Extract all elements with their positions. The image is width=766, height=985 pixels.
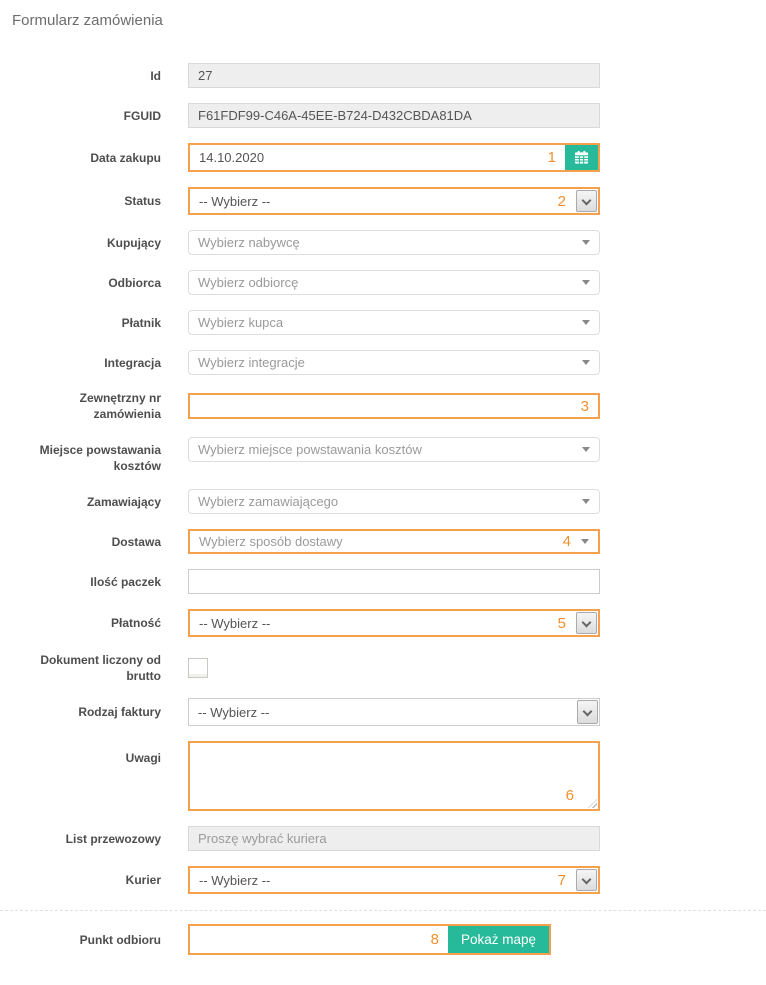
step-number-6: 6 — [565, 787, 574, 804]
field-row-gross-document — [10, 652, 756, 684]
status-select-value: -- Wybierz -- — [199, 193, 271, 209]
notes-label: Uwagi — [125, 751, 161, 765]
show-map-button[interactable]: Pokaż mapę — [448, 926, 549, 953]
order-form — [10, 63, 756, 955]
pickup-point-input[interactable] — [190, 926, 422, 953]
invoice-type-select[interactable] — [188, 698, 600, 726]
step-number-5: 5 — [557, 614, 566, 632]
cost-center-label: Miejsce powstawania kosztów — [39, 443, 161, 473]
orderer-select[interactable] — [188, 489, 600, 514]
field-row-waybill — [10, 826, 756, 851]
delivery-select-group — [188, 529, 600, 554]
caret-down-icon — [582, 447, 590, 452]
id-field — [188, 63, 600, 88]
field-row-orderer — [10, 489, 756, 514]
delivery-select-placeholder: Wybierz sposób dostawy — [199, 534, 343, 549]
courier-select-value: -- Wybierz -- — [199, 872, 271, 888]
field-row-buyer — [10, 230, 756, 255]
purchase-date-input[interactable] — [190, 145, 539, 170]
courier-label: Kurier — [125, 873, 161, 887]
field-row-id — [10, 63, 756, 88]
gross-checkbox[interactable] — [188, 658, 208, 678]
purchase-date-group — [188, 143, 600, 172]
caret-down-icon — [582, 240, 590, 245]
caret-down-icon — [582, 499, 590, 504]
package-count-input[interactable] — [188, 569, 600, 594]
delivery-select[interactable] — [190, 531, 598, 552]
caret-down-icon — [581, 539, 589, 544]
courier-select[interactable] — [190, 868, 598, 892]
status-select-group — [188, 187, 600, 215]
recipient-select[interactable] — [188, 270, 600, 295]
id-label: Id — [150, 68, 161, 83]
field-row-notes — [10, 741, 756, 811]
payment-label: Płatność — [110, 616, 161, 630]
field-row-pickup-point — [10, 924, 756, 955]
field-row-recipient — [10, 270, 756, 295]
fguid-label: FGUID — [123, 108, 161, 123]
field-row-delivery — [10, 529, 756, 554]
notes-textarea-group — [188, 741, 600, 811]
field-row-package-count — [10, 569, 756, 594]
cost-center-select[interactable] — [188, 437, 600, 462]
invoice-type-select-value: -- Wybierz -- — [198, 704, 270, 720]
fguid-field — [188, 103, 600, 128]
recipient-label: Odbiorca — [108, 275, 161, 290]
gross-document-label: Dokument liczony od brutto — [40, 653, 161, 683]
field-row-integration — [10, 350, 756, 375]
buyer-select-placeholder: Wybierz nabywcę — [198, 235, 300, 250]
payer-select[interactable] — [188, 310, 600, 335]
chevron-down-icon — [576, 869, 597, 891]
external-order-number-input[interactable] — [190, 395, 572, 417]
field-row-invoice-type — [10, 698, 756, 726]
field-row-payer — [10, 310, 756, 335]
package-count-label: Ilość paczek — [90, 574, 161, 589]
invoice-type-label: Rodzaj faktury — [78, 705, 161, 719]
calendar-icon — [574, 150, 589, 165]
external-order-number-group — [188, 393, 600, 419]
orderer-label: Zamawiający — [86, 494, 161, 509]
payment-select[interactable] — [190, 611, 598, 635]
waybill-field — [188, 826, 600, 851]
field-row-cost-center — [10, 437, 756, 474]
step-number-7: 7 — [557, 871, 566, 889]
chevron-down-icon — [577, 700, 598, 724]
field-row-purchase-date — [10, 143, 756, 172]
field-row-courier — [10, 866, 756, 894]
status-select[interactable] — [190, 189, 598, 213]
buyer-label: Kupujący — [106, 235, 161, 250]
pickup-point-group — [188, 924, 551, 955]
step-number-1: 1 — [547, 149, 556, 166]
step-number-4: 4 — [562, 533, 571, 550]
field-row-fguid — [10, 103, 756, 128]
courier-select-group — [188, 866, 600, 894]
step-number-3: 3 — [580, 397, 589, 415]
waybill-label: List przewozowy — [65, 831, 161, 846]
payer-select-placeholder: Wybierz kupca — [198, 315, 284, 330]
step-number-8: 8 — [430, 931, 439, 948]
field-row-external-order-number — [10, 390, 756, 422]
payment-select-group — [188, 609, 600, 637]
external-order-number-label: Zewnętrzny nr zamówienia — [79, 391, 161, 421]
buyer-select[interactable] — [188, 230, 600, 255]
purchase-date-label: Data zakupu — [90, 150, 161, 165]
payer-label: Płatnik — [121, 315, 161, 330]
cost-center-select-placeholder: Wybierz miejsce powstawania kosztów — [198, 442, 422, 457]
delivery-label: Dostawa — [111, 534, 161, 549]
field-row-payment — [10, 609, 756, 637]
caret-down-icon — [582, 320, 590, 325]
page-title: Formularz zamówienia — [12, 12, 163, 29]
orderer-select-placeholder: Wybierz zamawiającego — [198, 494, 339, 509]
step-number-2: 2 — [557, 192, 566, 210]
status-label: Status — [124, 194, 161, 208]
recipient-select-placeholder: Wybierz odbiorcę — [198, 275, 299, 290]
notes-textarea[interactable] — [190, 743, 598, 809]
payment-select-value: -- Wybierz -- — [199, 615, 271, 631]
chevron-down-icon — [576, 612, 597, 634]
integration-label: Integracja — [104, 355, 161, 370]
chevron-down-icon — [576, 190, 597, 212]
integration-select-placeholder: Wybierz integracje — [198, 355, 305, 370]
section-divider — [0, 910, 766, 911]
caret-down-icon — [582, 360, 590, 365]
field-row-status — [10, 187, 756, 215]
calendar-button[interactable] — [565, 145, 598, 170]
caret-down-icon — [582, 280, 590, 285]
pickup-point-label: Punkt odbioru — [79, 932, 161, 947]
integration-select[interactable] — [188, 350, 600, 375]
